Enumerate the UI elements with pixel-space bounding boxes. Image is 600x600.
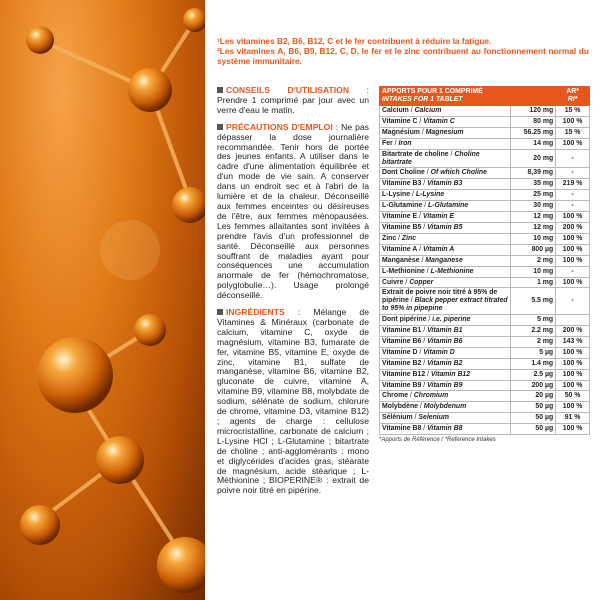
nutrient-percent: 15 % xyxy=(556,127,590,138)
nutrient-fr: Vitamine B9 xyxy=(382,381,422,389)
nutrient-en: Manganese xyxy=(425,256,463,264)
table-header-intakes xyxy=(380,87,556,106)
nutrient-en: Iron xyxy=(398,139,412,147)
nutrient-name: Bitartrate de choline / Choline bitartrate xyxy=(380,149,511,168)
table-row xyxy=(380,413,590,424)
nutrient-name: Vitamine B6 / Vitamin B6 xyxy=(380,336,511,347)
nutrient-name: Manganèse / Manganese xyxy=(380,255,511,266)
nutrient-percent: - xyxy=(556,149,590,168)
table-header-row xyxy=(380,87,590,106)
info-column xyxy=(217,86,369,503)
nutrient-fr: Vitamine A xyxy=(382,245,418,253)
nutrient-en: L-Methionine xyxy=(430,267,474,275)
nutrient-name: Fer / Iron xyxy=(380,138,511,149)
nutrient-percent: - xyxy=(556,288,590,315)
nutrient-fr: Vitamine D xyxy=(382,348,418,356)
nutrient-quantity: 1 mg xyxy=(510,277,556,288)
bullet-square-icon xyxy=(217,309,223,315)
precautions-section xyxy=(217,123,369,301)
nutrient-quantity: 20 µg xyxy=(510,391,556,402)
nutrient-fr: L-Glutamine xyxy=(382,202,423,210)
table-row xyxy=(380,168,590,179)
nutrient-quantity: 14 mg xyxy=(510,138,556,149)
nutrient-percent: 100 % xyxy=(556,244,590,255)
claims-notes xyxy=(217,36,589,66)
bullet-square-icon xyxy=(217,87,223,93)
nutrient-quantity: 2 mg xyxy=(510,336,556,347)
usage-section xyxy=(217,86,369,116)
nutrition-table xyxy=(379,86,590,435)
nutrient-quantity: 8,39 mg xyxy=(510,168,556,179)
nutrient-name: Chrome / Chromium xyxy=(380,391,511,402)
nutrient-percent: - xyxy=(556,190,590,201)
nutrient-name: L-Methionine / L-Methionine xyxy=(380,266,511,277)
nutrient-name: Vitamine B3 / Vitamin B3 xyxy=(380,179,511,190)
nutrient-name: L-Lysine / L-Lysine xyxy=(380,190,511,201)
header-ri: RI* xyxy=(567,96,578,103)
nutrient-percent: 100 % xyxy=(556,138,590,149)
nutrient-quantity: 10 mg xyxy=(510,233,556,244)
nutrient-quantity: 120 mg xyxy=(510,106,556,117)
nutrient-fr: Dont Choline xyxy=(382,169,425,177)
precautions-title: PRÉCAUTIONS D'EMPLOI xyxy=(226,121,333,132)
claim-immunity: ²Les vitamines A, B6, B9, B12, C, D, le fer et le zinc contribuent au fonctionnement normal du système immunitaire. xyxy=(217,46,589,66)
nutrient-en: Of which Choline xyxy=(430,169,487,177)
nutrient-quantity: 30 mg xyxy=(510,201,556,212)
table-row xyxy=(380,190,590,201)
nutrient-en: Magnesium xyxy=(425,128,464,136)
table-row xyxy=(380,380,590,391)
precautions-text: : Ne pas dépasser la dose journalière recommandée. Tenir hors de portée des jeunes enfants. A utiliser dans le cadre d'une alimentation équilibrée et d'un mode de vie sain. A conserver dans un endroit sec et à l'abri de la lumière et de la chaleur. Déconseillé aux femmes enceintes ou désireuses de l'être, aux femmes ménopausées. Les femmes allaitantes sont invitées à prendre l'avis d'un professionnel de santé. Déconseillé aux personnes souffrant de maladies ayant pour conséquences une accumulation anormale de fer (hémochromatose, polyglobulie…). Usage prolongé déconseillé. xyxy=(217,121,369,301)
nutrient-fr: Vitamine B8 xyxy=(382,425,422,433)
table-body xyxy=(380,106,590,435)
table-row xyxy=(380,127,590,138)
nutrient-percent: - xyxy=(556,168,590,179)
nutrient-fr: Vitamine B12 xyxy=(382,370,426,378)
table-row xyxy=(380,106,590,117)
nutrient-fr: Manganèse xyxy=(382,256,420,264)
nutrient-percent: - xyxy=(556,266,590,277)
table-row xyxy=(380,402,590,413)
nutrient-fr: L-Methionine xyxy=(382,267,425,275)
nutrient-fr: Zinc xyxy=(382,234,397,242)
nutrient-fr: Fer xyxy=(382,139,393,147)
nutrient-percent: 100 % xyxy=(556,402,590,413)
table-row xyxy=(380,233,590,244)
nutrient-quantity: 56.25 mg xyxy=(510,127,556,138)
nutrient-name: Vitamine C / Vitamin C xyxy=(380,116,511,127)
nutrient-en: Vitamin B9 xyxy=(427,381,463,389)
table-row xyxy=(380,179,590,190)
nutrient-fr: Magnésium xyxy=(382,128,420,136)
nutrient-percent: 100 % xyxy=(556,347,590,358)
nutrient-fr: Vitamine C xyxy=(382,117,418,125)
nutrient-name: Sélénium / Selenium xyxy=(380,413,511,424)
nutrient-en: Vitamin C xyxy=(423,117,455,125)
nutrient-en: Vitamin B1 xyxy=(427,327,463,335)
nutrient-name: Zinc / Zinc xyxy=(380,233,511,244)
nutrient-name: Vitamine B2 / Vitamin B2 xyxy=(380,358,511,369)
table-row xyxy=(380,336,590,347)
nutrient-fr: Dont pipérine xyxy=(382,316,427,324)
nutrient-percent: 15 % xyxy=(556,106,590,117)
table-row xyxy=(380,212,590,223)
nutrient-quantity: 25 mg xyxy=(510,190,556,201)
nutrient-quantity: 20 mg xyxy=(510,149,556,168)
ingredients-text: : Mélange de Vitamines & Minéraux (carbonate de calcium, vitamine C, oxyde de magnésium, vitamine B3, fumarate de fer, vitamine B5, vitamine E, oxyde de zinc, vitamine B1, sulfate de manganèse, vitamine B6, vitamine B2, gluconate de cuivre, vitamine A, vitamine B9, vitamine B8, molybdate de sodium, sélénate de sodium, chlorure de chrome, vitamine D3, vitamine B12) ; agents de charge : cellulose microcristalline, carbonate de calcium ; L-Lysine HCl ; L-Glutamine ; bitartrate de choline ; anti-agglomérants : mono et diglycérides d'acides gras, stéarate de magnésium, acide stéarique ; L-Méthionine ; BIOPERINE® : extrait de poivre noir titré en pipérine. xyxy=(217,307,369,496)
nutrient-percent: 100 % xyxy=(556,380,590,391)
nutrient-name: Calcium / Calcium xyxy=(380,106,511,117)
nutrient-quantity: 800 µg xyxy=(510,244,556,255)
nutrient-percent: 100 % xyxy=(556,212,590,223)
nutrient-percent: 100 % xyxy=(556,424,590,435)
header-fr: APPORTS POUR 1 COMPRIMÉ xyxy=(382,88,483,95)
table-footnote: *Apports de Référence / *Reference Intakes xyxy=(379,437,496,444)
nutrient-en: Zinc xyxy=(401,234,417,242)
claim-fatigue: ¹Les vitamines B2, B6, B12, C et le fer contribuent à réduire la fatigue. xyxy=(217,36,492,46)
nutrient-name: Vitamine D / Vitamin D xyxy=(380,347,511,358)
nutrient-quantity: 50 µg xyxy=(510,402,556,413)
nutrient-percent: 100 % xyxy=(556,358,590,369)
nutrient-percent: 219 % xyxy=(556,179,590,190)
nutrient-en: Calcium xyxy=(414,107,442,114)
nutrient-en: Vitamin B8 xyxy=(427,425,463,433)
nutrient-en: Vitamin E xyxy=(422,213,455,221)
nutrient-name: Vitamine B5 / Vitamin B5 xyxy=(380,222,511,233)
table-row xyxy=(380,424,590,435)
nutrient-quantity: 12 mg xyxy=(510,222,556,233)
nutrient-percent: 143 % xyxy=(556,336,590,347)
header-ar: AR* xyxy=(566,88,579,95)
nutrient-name: L-Glutamine / L-Glutamine xyxy=(380,201,511,212)
nutrient-en: Vitamin A xyxy=(422,245,455,253)
nutrient-quantity: 50 µg xyxy=(510,413,556,424)
nutrient-en: Vitamin B2 xyxy=(427,359,463,367)
nutrient-name: Vitamine B12 / Vitamin B12 xyxy=(380,369,511,380)
nutrient-quantity: 200 µg xyxy=(510,380,556,391)
nutrient-name: Vitamine B9 / Vitamin B9 xyxy=(380,380,511,391)
nutrient-name: Vitamine A / Vitamin A xyxy=(380,244,511,255)
nutrient-quantity: 5.5 mg xyxy=(510,288,556,315)
usage-text: : Prendre 1 comprimé par jour avec un verre d'eau le matin. xyxy=(217,85,369,115)
nutrient-name: Cuivre / Copper xyxy=(380,277,511,288)
nutrient-name: Vitamine E / Vitamin E xyxy=(380,212,511,223)
table-row xyxy=(380,266,590,277)
nutrient-fr: Vitamine B5 xyxy=(382,223,422,231)
nutrient-percent: 100 % xyxy=(556,277,590,288)
nutrient-percent: 91 % xyxy=(556,413,590,424)
table-row xyxy=(380,369,590,380)
nutrient-fr: Vitamine B3 xyxy=(382,180,422,188)
nutrient-fr: Chrome xyxy=(382,392,409,400)
table-row xyxy=(380,201,590,212)
nutrient-en: i.e. piperine xyxy=(432,316,471,324)
nutrient-percent: 200 % xyxy=(556,326,590,337)
header-en: INTAKES FOR 1 TABLET xyxy=(382,96,463,103)
nutrient-en: L-Glutamine xyxy=(427,202,469,210)
nutrient-quantity: 2 mg xyxy=(510,255,556,266)
table-row xyxy=(380,138,590,149)
nutrient-en: Copper xyxy=(409,278,434,286)
nutrient-quantity: 12 mg xyxy=(510,212,556,223)
ingredients-title: INGRÉDIENTS xyxy=(226,307,285,318)
nutrient-en: Vitamin B12 xyxy=(430,370,471,378)
nutrient-percent: 100 % xyxy=(556,255,590,266)
nutrient-quantity: 80 mg xyxy=(510,116,556,127)
nutrient-fr: Calcium xyxy=(382,107,409,114)
nutrient-en: Vitamin B6 xyxy=(427,337,463,345)
nutrient-name: Molybdène / Molybdenum xyxy=(380,402,511,413)
table-row xyxy=(380,244,590,255)
nutrient-quantity: 1.4 mg xyxy=(510,358,556,369)
nutrient-percent: - xyxy=(556,201,590,212)
table-row xyxy=(380,255,590,266)
nutrient-fr: Bitartrate de choline xyxy=(382,150,449,158)
nutrient-name: Dont Choline / Of which Choline xyxy=(380,168,511,179)
nutrient-quantity: 50 µg xyxy=(510,424,556,435)
nutrient-quantity: 5 µg xyxy=(510,347,556,358)
table-row xyxy=(380,358,590,369)
table-row xyxy=(380,277,590,288)
nutrient-en: Vitamin B3 xyxy=(427,180,463,188)
table-row xyxy=(380,391,590,402)
nutrient-fr: Cuivre xyxy=(382,278,404,286)
nutrient-quantity: 2.2 mg xyxy=(510,326,556,337)
nutrient-percent: 100 % xyxy=(556,369,590,380)
nutrient-quantity: 2.5 µg xyxy=(510,369,556,380)
nutrient-en: Vitamin B5 xyxy=(427,223,463,231)
nutrient-quantity: 35 mg xyxy=(510,179,556,190)
nutrient-en: Vitamin D xyxy=(423,348,455,356)
nutrient-fr: Vitamine B1 xyxy=(382,327,422,335)
nutrient-en: Chromium xyxy=(413,392,449,400)
nutrient-fr: Vitamine B6 xyxy=(382,337,422,345)
nutrient-en: Selenium xyxy=(418,414,450,422)
nutrient-fr: Vitamine E xyxy=(382,213,418,221)
nutrient-fr: Extrait de poivre noir titré à 95% de pipérine xyxy=(382,289,498,305)
table-row xyxy=(380,326,590,337)
nutrient-fr: L-Lysine xyxy=(382,191,411,199)
nutrient-en: Black pepper extract titrated to 95% in pipepine xyxy=(382,297,508,313)
nutrient-name: Extrait de poivre noir titré à 95% de pipérine / Black pepper extract titrated to 95% in pipepine xyxy=(380,288,511,315)
nutrient-name: Vitamine B1 / Vitamin B1 xyxy=(380,326,511,337)
nutrient-en: L-Lysine xyxy=(415,191,445,199)
nutrient-percent xyxy=(556,315,590,326)
nutrient-name: Magnésium / Magnesium xyxy=(380,127,511,138)
table-header-ar xyxy=(556,87,590,106)
ingredients-section xyxy=(217,308,369,496)
table-row xyxy=(380,315,590,326)
nutrient-fr: Vitamine B2 xyxy=(382,359,422,367)
nutrient-quantity: 5 mg xyxy=(510,315,556,326)
nutrient-quantity: 10 mg xyxy=(510,266,556,277)
molecule-photo xyxy=(0,0,205,600)
table-row xyxy=(380,116,590,127)
table-row xyxy=(380,149,590,168)
label-content xyxy=(207,28,600,600)
nutrition-table-wrap xyxy=(379,86,590,443)
nutrient-percent: 100 % xyxy=(556,233,590,244)
nutrient-name: Dont pipérine / i.e. piperine xyxy=(380,315,511,326)
nutrient-percent: 100 % xyxy=(556,116,590,127)
bullet-square-icon xyxy=(217,124,223,130)
nutrient-fr: Sélénium xyxy=(382,414,413,422)
table-row xyxy=(380,347,590,358)
table-row xyxy=(380,222,590,233)
nutrient-en: Molybdenum xyxy=(423,403,467,411)
nutrient-fr: Molybdène xyxy=(382,403,418,411)
nutrient-en: Choline bitartrate xyxy=(382,150,480,166)
usage-title: CONSEILS D'UTILISATION xyxy=(226,85,350,95)
nutrient-percent: 200 % xyxy=(556,222,590,233)
nutrient-percent: 50 % xyxy=(556,391,590,402)
nutrient-name: Vitamine B8 / Vitamin B8 xyxy=(380,424,511,435)
table-row xyxy=(380,288,590,315)
